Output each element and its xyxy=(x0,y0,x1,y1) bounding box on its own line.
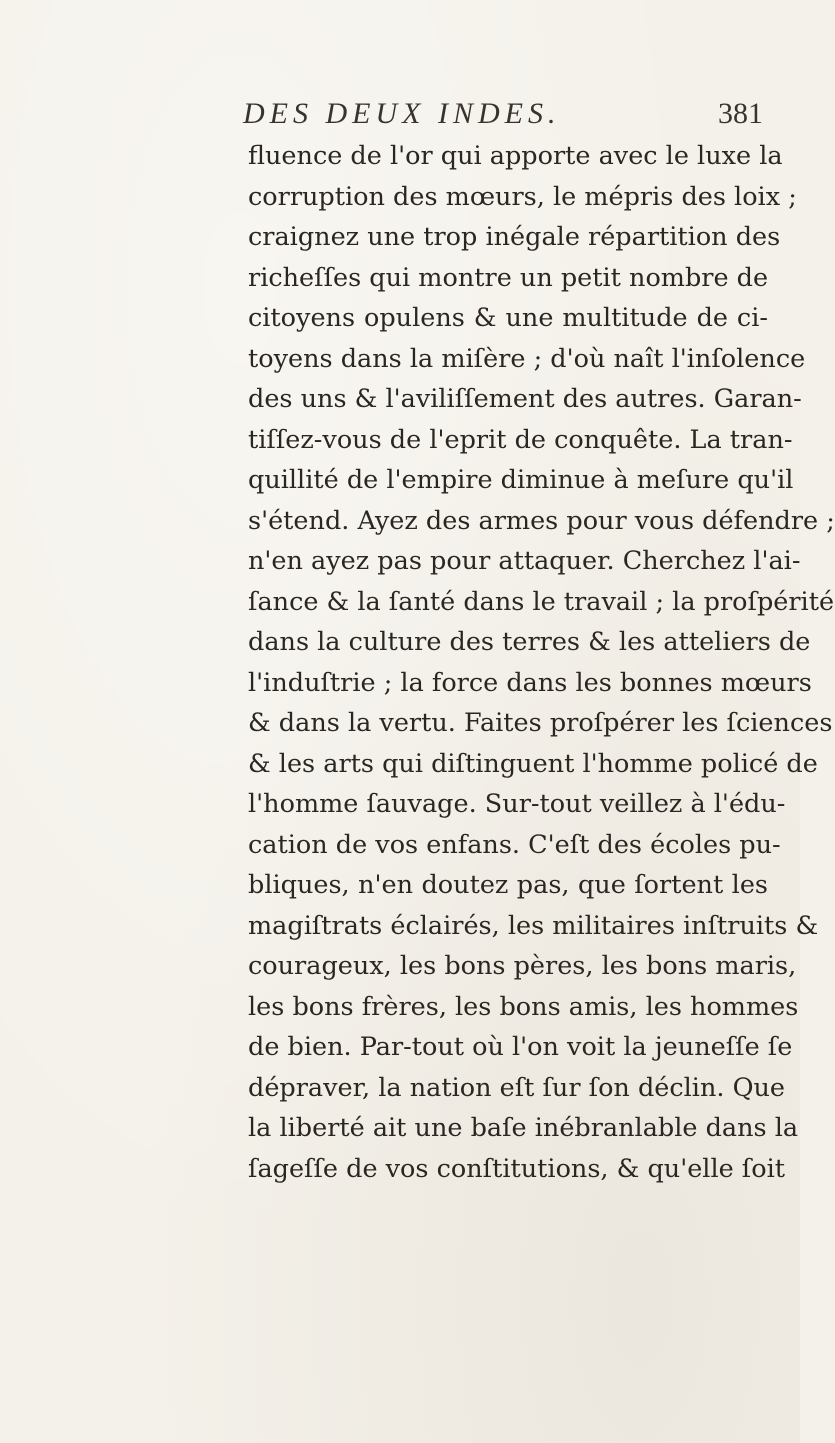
text-line: & les arts qui diſtinguent l'homme policé de xyxy=(248,748,818,779)
text-line: citoyens opulens & une multitude de ci- xyxy=(248,303,768,333)
text-line: s'étend. Ayez des armes pour vous défendre ; xyxy=(248,505,835,536)
text-line: les bons frères, les bons amis, les hommes xyxy=(248,991,799,1022)
text-line: des uns & l'aviliſſement des autres. Garan- xyxy=(248,384,802,414)
text-line: bliques, n'en doutez pas, que ſortent les xyxy=(248,870,768,900)
text-line: la liberté ait une baſe inébranlable dans la xyxy=(248,1113,799,1143)
text-line: dans la culture des terres & les atteliers de xyxy=(248,627,811,657)
running-head xyxy=(243,97,763,137)
text-line: magiſtrats éclairés, les militaires inſtruits & xyxy=(248,910,819,941)
text-line: ſance & la ſanté dans le travail ; la proſpérité xyxy=(248,586,835,617)
text-line: de bien. Par-tout où l'on voit la jeuneſſe ſe xyxy=(248,1032,793,1062)
text-line: ſageſſe de vos conſtitutions, & qu'elle ſoit xyxy=(248,1153,785,1184)
text-line: n'en ayez pas pour attaquer. Cherchez l'ai- xyxy=(248,546,801,576)
text-line: richeſſes qui montre un petit nombre de xyxy=(248,262,769,293)
text-line: courageux, les bons pères, les bons maris, xyxy=(248,951,797,981)
body-text xyxy=(248,136,835,1189)
text-line: l'homme ſauvage. Sur-tout veillez à l'édu- xyxy=(248,789,786,819)
text-line: fluence de l'or qui apporte avec le luxe la xyxy=(248,141,783,171)
page-number: 381 xyxy=(718,97,763,130)
text-line: cation de vos enfans. C'eſt des écoles pu- xyxy=(248,829,781,860)
text-line: corruption des mœurs, le mépris des loix ; xyxy=(248,181,797,212)
text-line: craignez une trop inégale répartition des xyxy=(248,222,781,252)
text-line: dépraver, la nation eſt ſur ſon déclin. Que xyxy=(248,1072,786,1103)
text-line: & dans la vertu. Faites proſpérer les ſciences xyxy=(248,708,833,738)
running-title: DES DEUX INDES. xyxy=(243,97,561,130)
text-line: l'induſtrie ; la force dans les bonnes mœurs xyxy=(248,667,812,698)
text-line: quillité de l'empire diminue à meſure qu'il xyxy=(248,465,794,495)
text-line: tiſſez-vous de l'eprit de conquête. La tran- xyxy=(248,424,793,455)
text-line: toyens dans la miſère ; d'où naît l'inſolence xyxy=(248,343,806,374)
